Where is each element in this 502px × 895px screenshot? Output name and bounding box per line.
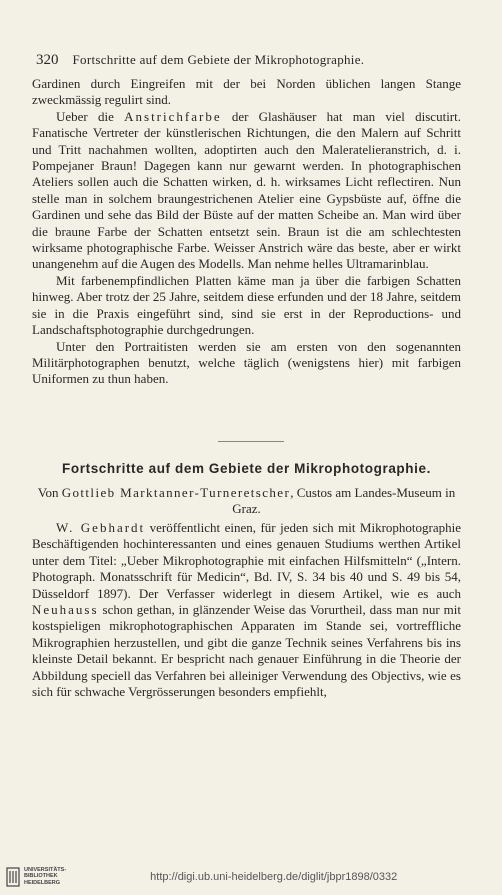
byline-prefix: Von bbox=[37, 485, 62, 500]
section-divider bbox=[218, 441, 284, 442]
section-byline bbox=[32, 485, 461, 518]
emphasis-neuhauss: Neuhauss bbox=[32, 602, 99, 618]
digital-source-url[interactable]: http://digi.ub.uni-heidelberg.de/diglit/jbpr1898/0332 bbox=[150, 870, 398, 883]
logo-text-line-2: BIBLIOTHEK bbox=[24, 873, 58, 880]
section-paragraph-1-part-a: veröffentlicht einen, für jeden sich mit Mikrophotographie Beschäftigenden hochinteressanten und eines genauen Studiums werthen Artikel unter dem Titel: „Ueber Mikrophotographie mit einfachen Hilfsmitteln“ („Intern. Photograph. Monatsschrift für Medicin“, Bd. IV, S. 34 bis 40 und S. 49 bis 54, Düsseldorf 1897). Der Verfasser widerlegt in diesem Artikel, wie es auch bbox=[32, 520, 462, 601]
logo-text bbox=[24, 867, 66, 887]
emphasis-anstrichfarbe: Anstrichfarbe bbox=[124, 108, 222, 124]
logo-text-line-3: HEIDELBERG bbox=[24, 879, 61, 886]
paragraph-2-rest: der Glashäuser hat man viel discutirt. Fanatische Vertreter der künstlerischen Richtungen, die den Malern auf Schritt und Tritt nachahmen wollten, adoptirten auch den Maleratelieranstrich, d. i. Pompejaner Braun! Dagegen kann nur gewarnt werden. In photographischen Ateliers sollen auch die Schatten wirken, d. h. wirksames Licht reflectiren. Nun stelle man in solchem braungestrichenen Atelier eine Gypsbüste auf, öffne die Gardinen und sehe das Bild der Büste auf der matten Scheibe an. Man wird über die braune Farbe der Schatten entsetzt sein. Braun ist die am schlechtesten wirksame photographische Farbe. Weisser Anstrich wäre das beste, aber er wirkt unangenehm auf die Augen des Modells. Man nehme helles Ultramarinblau. bbox=[32, 108, 461, 272]
running-title: Fortschritte auf dem Gebiete der Mikrophotographie. bbox=[72, 52, 365, 67]
paragraph-3: Mit farbenempfindlichen Platten käme man ja über die farbigen Schatten hinweg. Aber trotz der 25 Jahre, seitdem diese erfunden und der 18 Jahre, seitdem sie in die Praxis eingeführt sind, sind sie erst in der Reproductions- und Landschaftsphotographie durchgedrungen. bbox=[32, 272, 461, 338]
emphasis-gebhardt: W. Gebhardt bbox=[56, 520, 146, 535]
logo-text-line-1: UNIVERSITÄTS- bbox=[24, 866, 67, 873]
section-text-block bbox=[32, 520, 461, 700]
section-paragraph-1-part-b: schon gethan, in glänzender Weise das Vorurtheil, dass man nur mit kostspieligen mikrophotographischen Apparaten im Stande sei, vortreffliche Mikrographien herzustellen, und gibt die ganze Technik seines Verfahrens bis ins kleinste Detail bekannt. Er bespricht nach genauer Einführung in die Theorie der Abbildung speciell das Verfahren bei alleiniger Verwendung des Objectivs, wie es sich für schwache Vergrösserungen besonders empfiehlt, bbox=[32, 602, 461, 700]
paragraph-2-lead: Ueber die bbox=[56, 108, 125, 124]
paragraph-4: Unter den Portraitisten werden sie am ersten von den sogenannten Militärphotographen benutzt, welche täglich (wenigstens hier) mit farbigen Uniformen zu thun haben. bbox=[32, 338, 461, 387]
page-number: 320 bbox=[36, 52, 59, 68]
page-footer bbox=[0, 858, 502, 895]
byline-author: Gottlieb Marktanner-Turneretscher bbox=[61, 485, 291, 500]
section-paragraph-1 bbox=[32, 520, 461, 700]
library-logo[interactable] bbox=[6, 867, 66, 887]
university-library-seal-icon bbox=[6, 867, 20, 887]
paragraph-1: Gardinen durch Eingreifen mit der bei Norden üblichen langen Stange zweckmässig regulirt sind. bbox=[32, 76, 461, 108]
page-header bbox=[36, 52, 456, 69]
section-heading: Fortschritte auf dem Gebiete der Mikrophotographie. bbox=[62, 461, 431, 476]
paragraph-2 bbox=[32, 109, 461, 273]
byline-suffix: , Custos am Landes-Museum in Graz. bbox=[232, 485, 456, 517]
upper-text-block bbox=[32, 76, 461, 388]
